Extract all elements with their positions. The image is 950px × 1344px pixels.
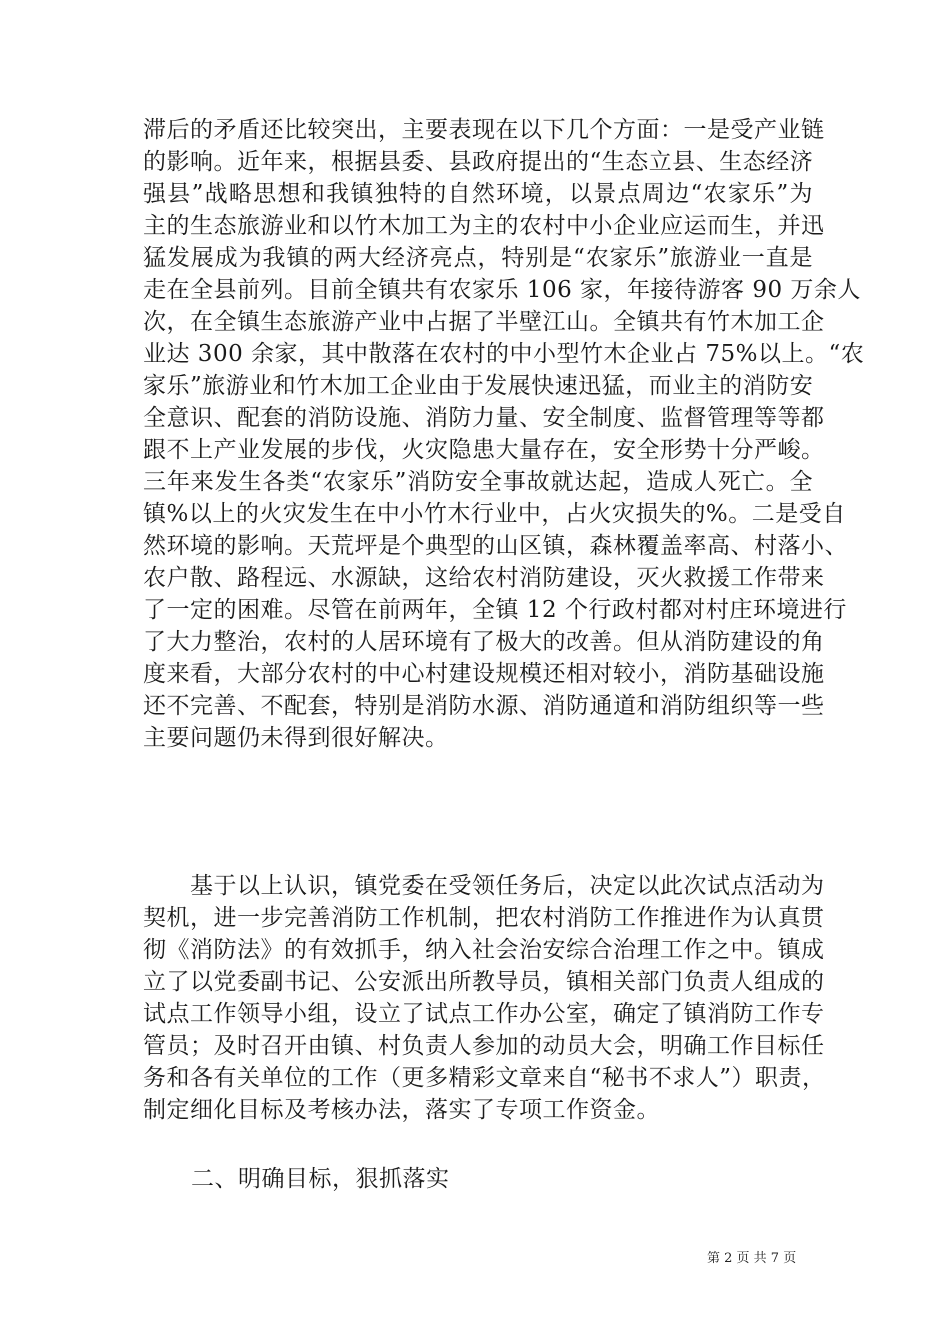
text-line: 彻《消防法》的有效抓手，纳入社会治安综合治理工作之中。镇成: [143, 937, 825, 963]
paragraph-organization: [143, 870, 826, 1126]
text-line: 契机，进一步完善消防工作机制，把农村消防工作推进作为认真贯: [143, 905, 825, 931]
text-line: 强县”战略思想和我镇独特的自然环境，以景点周边“农家乐”为: [143, 181, 813, 207]
text-line: 镇%以上的火灾发生在中小竹木行业中，占火灾损失的%。二是受自: [143, 501, 846, 527]
text-line: 立了以党委副书记、公安派出所教导员，镇相关部门负责人组成的: [143, 969, 825, 995]
text-line: 猛发展成为我镇的两大经济亮点，特别是“农家乐”旅游业一直是: [143, 245, 813, 271]
text-line: 滞后的矛盾还比较突出，主要表现在以下几个方面：一是受产业链: [143, 117, 825, 143]
text-line: 农户散、路程远、水源缺，这给农村消防建设，灭火救援工作带来: [143, 565, 825, 591]
text-line: 管员；及时召开由镇、村负责人参加的动员大会，明确工作目标任: [143, 1033, 825, 1059]
page-number-footer: 第 2 页 共 7 页: [707, 1251, 797, 1266]
text-line: 了一定的困难。尽管在前两年，全镇 12 个行政村都对村庄环境进行: [143, 597, 847, 623]
text-line: 走在全县前列。目前全镇共有农家乐 106 家，年接待游客 90 万余人: [143, 277, 861, 303]
text-line: 试点工作领导小组，设立了试点工作办公室，确定了镇消防工作专: [143, 1001, 825, 1027]
text-line: 主的生态旅游业和以竹木加工为主的农村中小企业应运而生，并迅: [143, 213, 825, 239]
text-line: 主要问题仍未得到很好解决。: [143, 725, 449, 751]
paragraph-problems: [143, 114, 865, 754]
text-line: 还不完善、不配套，特别是消防水源、消防通道和消防组织等一些: [143, 693, 825, 719]
text-line: 三年来发生各类“农家乐”消防安全事故就达起，造成人死亡。全: [143, 469, 813, 495]
text-line: 的影响。近年来，根据县委、县政府提出的“生态立县、生态经济: [143, 149, 814, 175]
text-line: 了大力整治，农村的人居环境有了极大的改善。但从消防建设的角: [143, 629, 825, 655]
section-heading: 二、明确目标，狠抓落实: [191, 1166, 450, 1192]
text-line: 基于以上认识，镇党委在受领任务后，决定以此次试点活动为: [143, 873, 825, 899]
text-line: 家乐”旅游业和竹木加工企业由于发展快速迅猛，而业主的消防安: [143, 373, 814, 399]
text-line: 度来看，大部分农村的中心村建设规模还相对较小，消防基础设施: [143, 661, 825, 687]
text-line: 跟不上产业发展的步伐，火灾隐患大量存在，安全形势十分严峻。: [143, 437, 825, 463]
text-line: 务和各有关单位的工作（更多精彩文章来自“秘书不求人”）职责，: [143, 1065, 826, 1091]
text-line: 然环境的影响。天荒坪是个典型的山区镇，森林覆盖率高、村落小、: [143, 533, 848, 559]
text-line: 全意识、配套的消防设施、消防力量、安全制度、监督管理等等都: [143, 405, 825, 431]
text-line: 业达 300 余家，其中散落在农村的中小型竹木企业占 75%以上。“农: [143, 341, 865, 367]
text-line: 次，在全镇生态旅游产业中占据了半壁江山。全镇共有竹木加工企: [143, 309, 825, 335]
text-line: 制定细化目标及考核办法，落实了专项工作资金。: [143, 1097, 660, 1123]
